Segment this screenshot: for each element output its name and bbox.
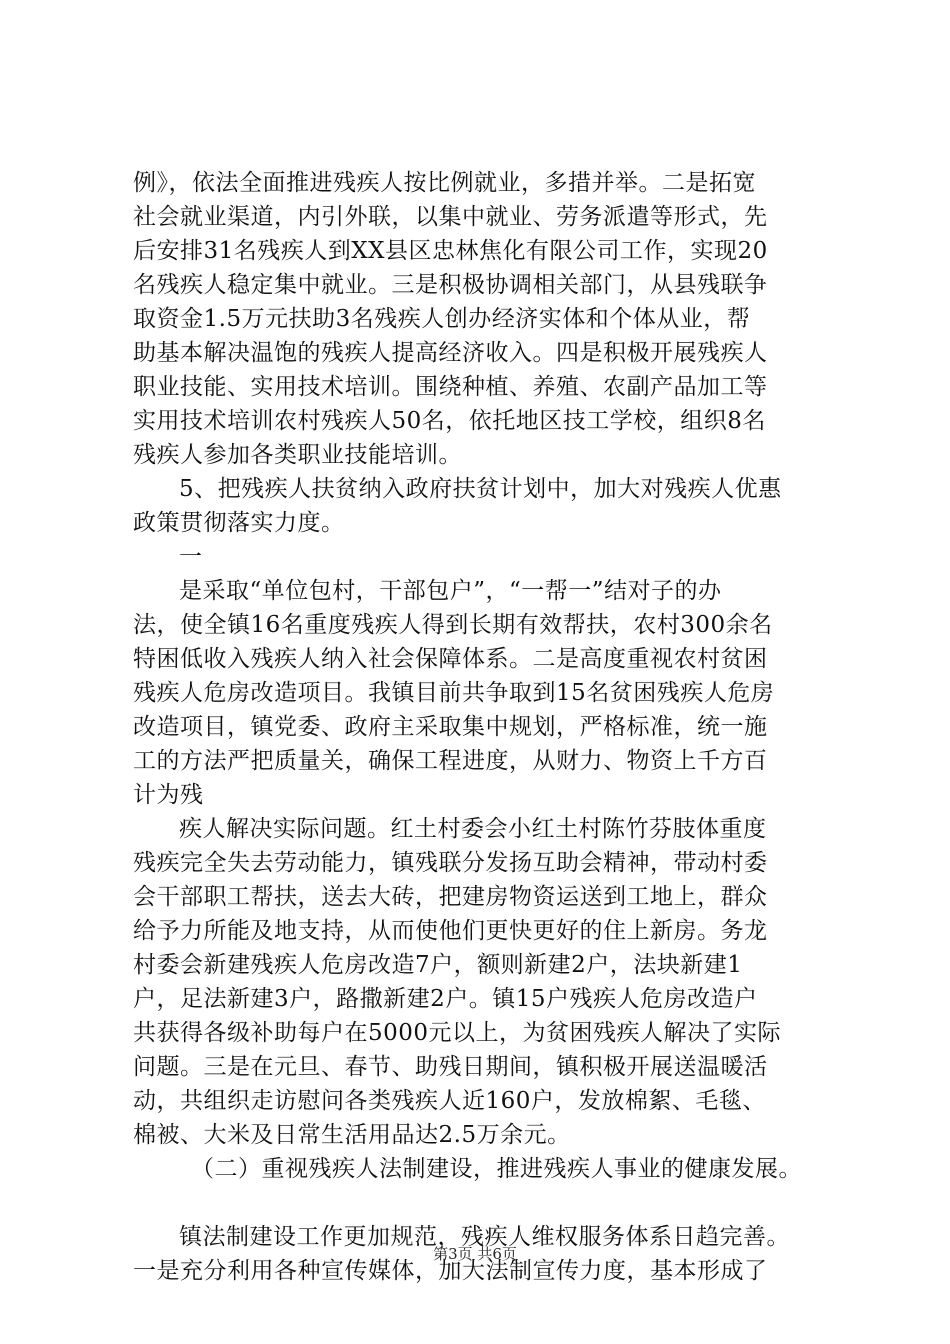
text-line: 棉被、大米及日常生活用品达2.5万余元。	[133, 1122, 571, 1148]
blank-line	[133, 1186, 833, 1220]
text-line: 改造项目，镇党委、政府主采取集中规划，严格标准，统一施	[133, 714, 768, 740]
text-line: 例》，依法全面推进残疾人按比例就业，多措并举。二是拓宽	[133, 170, 756, 196]
text-line: 助基本解决温饱的残疾人提高经济收入。四是积极开展残疾人	[133, 340, 768, 366]
text-line: 一	[179, 544, 203, 570]
text-line: 是采取“单位包村，干部包户”，“一帮一”结对子的办	[179, 578, 722, 604]
document-body	[133, 166, 833, 1288]
text-line: 取资金1.5万元扶助3名残疾人创办经济实体和个体从业，帮	[133, 306, 751, 332]
text-line: 一是充分利用各种宣传媒体，加大法制宣传力度，基本形成了	[133, 1258, 768, 1284]
text-line: 户，足法新建3户，路撒新建2户。镇15户残疾人危房改造户	[133, 986, 758, 1012]
text-line: 给予力所能及地支持，从而使他们更快更好的住上新房。务龙	[133, 918, 768, 944]
text-line: 社会就业渠道，内引外联，以集中就业、劳务派遣等形式，先	[133, 204, 768, 230]
text-line: 名残疾人稳定集中就业。三是积极协调相关部门，从县残联争	[133, 272, 768, 298]
text-line: 残疾人危房改造项目。我镇目前共争取到15名贫困残疾人危房	[133, 680, 775, 706]
text-line: 计为残	[133, 782, 204, 808]
text-line: 政策贯彻落实力度。	[133, 510, 345, 536]
text-line: 职业技能、实用技术培训。围绕种植、养殖、农副产品加工等	[133, 374, 768, 400]
text-line: 共获得各级补助每户在5000元以上，为贫困残疾人解决了实际	[133, 1020, 782, 1046]
text-line: 镇法制建设工作更加规范，残疾人维权服务体系日趋完善。	[179, 1224, 790, 1250]
text-line: 疾人解决实际问题。红土村委会小红土村陈竹芬肢体重度	[179, 816, 767, 842]
text-line: 实用技术培训农村残疾人50名，依托地区技工学校，组织8名	[133, 408, 766, 434]
text-line: 村委会新建残疾人危房改造7户，额则新建2户，法块新建1	[133, 952, 743, 978]
text-line: 法，使全镇16名重度残疾人得到长期有效帮扶，农村300余名	[133, 612, 773, 638]
page-footer	[0, 1244, 950, 1264]
text-line: （二）重视残疾人法制建设，推进残疾人事业的健康发展。	[191, 1156, 802, 1182]
text-line: 残疾人参加各类职业技能培训。	[133, 442, 462, 468]
text-line: 特困低收入残疾人纳入社会保障体系。二是高度重视农村贫困	[133, 646, 768, 672]
text-line: 工的方法严把质量关，确保工程进度，从财力、物资上千方百	[133, 748, 768, 774]
text-line: 后安排31名残疾人到XX县区忠林焦化有限公司工作，实现20	[133, 238, 768, 264]
text-line: 5、把残疾人扶贫纳入政府扶贫计划中，加大对残疾人优惠	[179, 476, 782, 502]
text-line: 会干部职工帮扶，送去大砖，把建房物资运送到工地上，群众	[133, 884, 768, 910]
page-number-label: 第3页 共6页	[433, 1245, 517, 1263]
text-line: 动，共组织走访慰问各类残疾人近160户，发放棉絮、毛毯、	[133, 1088, 766, 1114]
text-line: 残疾完全失去劳动能力，镇残联分发扬互助会精神，带动村委	[133, 850, 768, 876]
text-line: 问题。三是在元旦、春节、助残日期间，镇积极开展送温暖活	[133, 1054, 768, 1080]
